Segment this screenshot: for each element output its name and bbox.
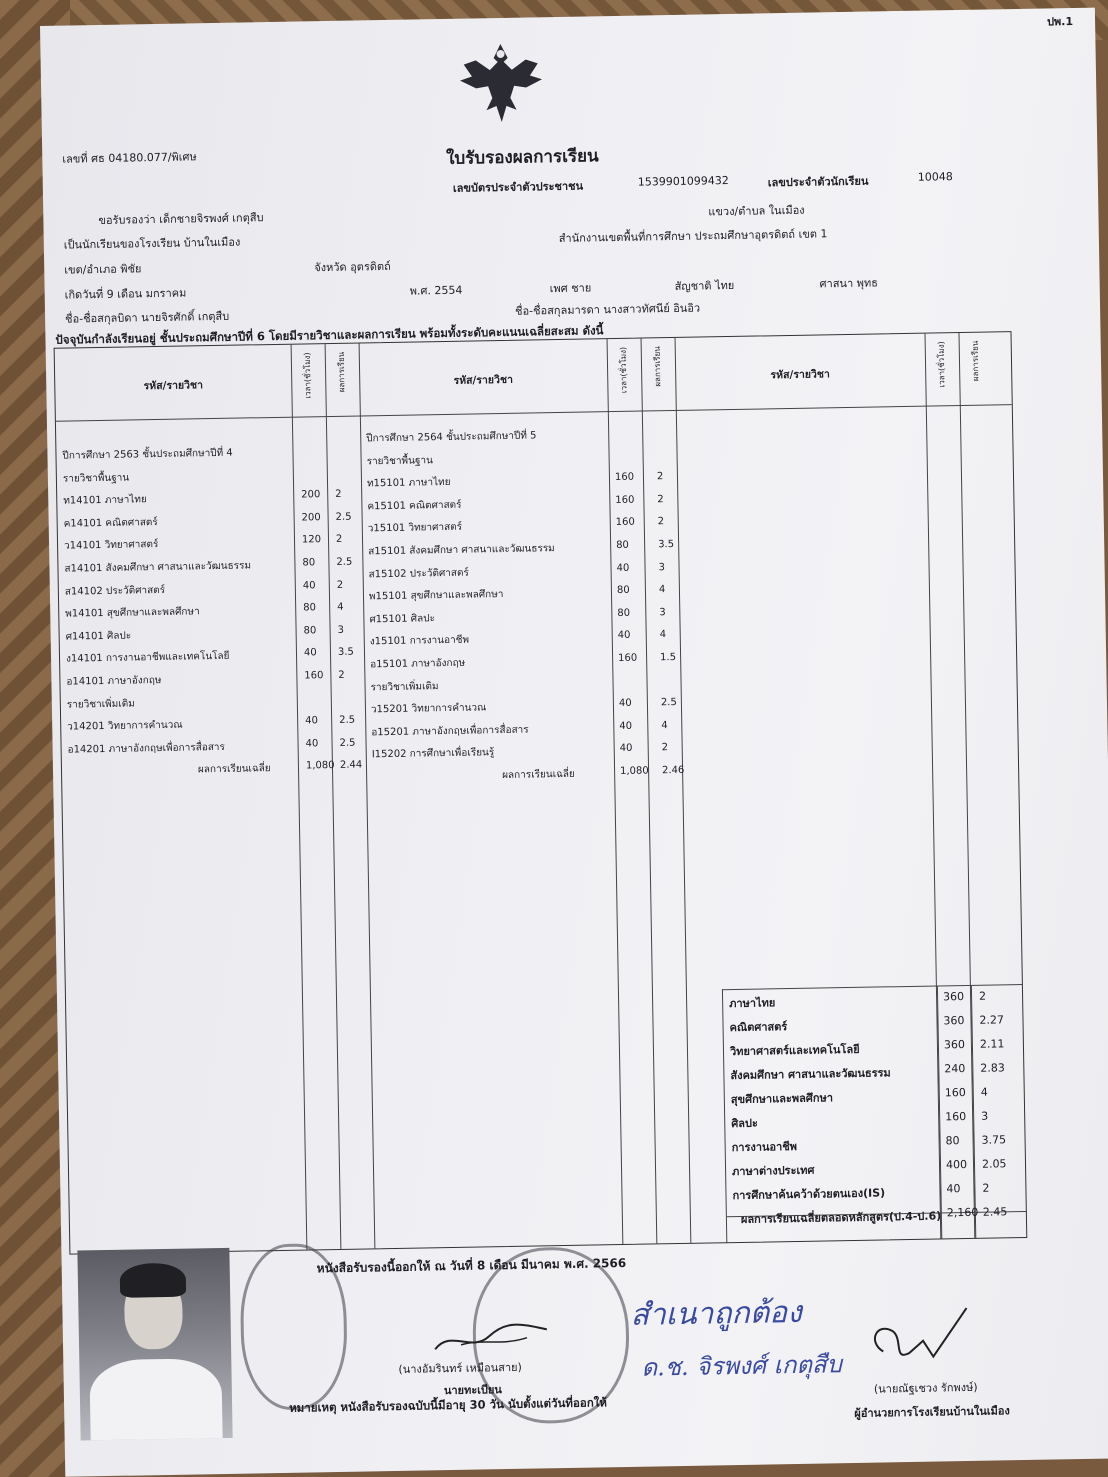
summary-hours: 360 [943, 1014, 965, 1028]
religion: ศาสนา พุทธ [819, 276, 879, 291]
subject-cell: ผลการเรียนเฉลี่ย [502, 768, 575, 782]
hours-cell: 160 [615, 494, 635, 506]
certify-line: ขอรับรองว่า เด็กชายจิรพงศ์ เกตุสืบ [98, 211, 264, 228]
subject-cell: ศ15101 ศิลปะ [369, 612, 436, 626]
summary-row [727, 1205, 1027, 1234]
subject-cell: อ15201 ภาษาอังกฤษเพื่อการสื่อสาร [371, 724, 529, 739]
summary-grade: 3.75 [981, 1133, 1007, 1147]
id-value: 1539901099432 [637, 174, 729, 189]
summary-rows [723, 985, 1023, 1226]
photo-shirt [89, 1358, 223, 1440]
header-divider [56, 404, 1012, 422]
subject-cell: ปีการศึกษา 2563 ชั้นประถมศึกษาปีที่ 4 [62, 447, 233, 462]
summary-box [722, 984, 1027, 1243]
grade-cell: 4 [337, 601, 344, 614]
summary-subject: สังคมศึกษา ศาสนาและวัฒนธรรม [730, 1066, 891, 1083]
subject-cell: พ15101 สุขศึกษาและพลศึกษา [368, 589, 504, 603]
director-signature-icon [862, 1300, 973, 1372]
grade-cell: 2.5 [339, 714, 356, 727]
province: จังหวัด อุตรดิตถ์ [314, 259, 391, 275]
certificate-paper [40, 8, 1108, 1477]
director-title: ผู้อำนวยการโรงเรียนบ้านในเมือง [854, 1404, 1010, 1420]
student-photo [77, 1248, 232, 1441]
grade-cell: 2 [338, 669, 345, 681]
grade-cell: 4 [661, 719, 668, 732]
student-id-value: 10048 [917, 170, 953, 184]
summary-subject: วิทยาศาสตร์และเทคโนโลยี [729, 1042, 860, 1059]
birth-year: พ.ศ. 2554 [409, 283, 463, 298]
subject-cell: ว15101 วิทยาศาสตร์ [367, 522, 463, 535]
grade-cell: 2 [656, 471, 664, 483]
summary-grade: 4 [980, 1085, 988, 1099]
hours-cell: 160 [618, 652, 638, 665]
grade-cell: 2.5 [339, 737, 356, 749]
grade-cell: 3 [659, 606, 666, 619]
grade-cell: 3.5 [658, 539, 675, 551]
hours-cell: 40 [618, 697, 632, 710]
id-label: เลขบัตรประจำตัวประชาชน [452, 179, 584, 195]
grade-cell: 2 [335, 488, 342, 501]
issued-date: หนังสือรับรองนี้ออกให้ ณ วันที่ 8 เดือน มีนาคม พ.ศ. 2566 [316, 1255, 627, 1276]
summary-subject: คณิตศาสตร์ [729, 1020, 788, 1035]
subject-cell: รายวิชาเพิ่มเติม [66, 698, 135, 711]
subject-cell: ส14101 สังคมศึกษา ศาสนาและวัฒนธรรม [64, 560, 252, 575]
summary-hours: 160 [945, 1110, 967, 1124]
hours-cell: 80 [302, 557, 316, 569]
grade-cell: 3 [337, 624, 345, 636]
subject-cell: พ14101 สุขศึกษาและพลศึกษา [65, 606, 200, 620]
subject-cell: รายวิชาพื้นฐาน [366, 454, 434, 467]
director-name: (นายณัฐเชวง รักพงษ์) [873, 1380, 978, 1396]
summary-subject: การศึกษาค้นคว้าด้วยตนเอง(IS) [732, 1186, 886, 1203]
grade-cell: 3 [658, 561, 666, 573]
summary-grade: 2.83 [980, 1061, 1005, 1075]
subject-cell: ปีการศึกษา 2564 ชั้นประถมศึกษาปีที่ 5 [366, 430, 537, 445]
hours-cell: 200 [301, 489, 321, 501]
hours-cell: 40 [305, 738, 319, 750]
grade-cell: 4 [658, 584, 666, 596]
hours-cell: 80 [616, 584, 630, 597]
subject-cell: ท14101 ภาษาไทย [63, 494, 147, 507]
sex: เพศ ชาย [549, 281, 592, 296]
subject-cell: ว14101 วิทยาศาสตร์ [63, 539, 159, 553]
subject-cell: ส15101 สังคมศึกษา ศาสนาและวัฒนธรรม [368, 543, 555, 558]
summary-subject: ภาษาไทย [729, 996, 776, 1011]
school-line: เป็นนักเรียนของโรงเรียน บ้านในเมือง [63, 235, 241, 252]
hours-cell: 40 [616, 562, 630, 574]
header-subject-2: รหัส/รายวิชา [453, 373, 514, 387]
hours-cell: 40 [619, 720, 633, 732]
registrar-signature-icon [431, 1317, 552, 1359]
header-hours-3: เวลา(ชั่วโมง) [936, 341, 947, 388]
hours-cell: 40 [617, 630, 631, 642]
summary-subject: ผลการเรียนเฉลี่ยตลอดหลักสูตร(ป.4-ป.6) [740, 1209, 942, 1226]
subject-cell: ส15102 ประวัติศาสตร์ [368, 567, 469, 580]
subject-cell: ผลการเรียนเฉลี่ย [197, 763, 271, 776]
hours-cell: 1,080 [620, 765, 649, 777]
hours-cell: 1,080 [305, 760, 335, 772]
summary-hours: 80 [945, 1134, 960, 1148]
grade-cell: 2 [335, 534, 343, 546]
grade-cell: 1.5 [660, 651, 677, 664]
grade-cell: 4 [659, 629, 667, 641]
header-grade-2: ผลการเรียน [652, 346, 663, 387]
doc-title: ใบรับรองผลการเรียน [445, 146, 599, 169]
grade-cell: 2.5 [336, 556, 353, 568]
hours-cell: 200 [301, 511, 321, 524]
handwritten-student-name: ด.ช. จิรพงศ์ เกตุสืบ [641, 1350, 843, 1382]
subject-cell: ค15101 คณิตศาสตร์ [367, 499, 462, 513]
validity-note: หมายเหตุ หนังสือรับรองฉบับนี้มีอายุ 30 วัน นับตั้งแต่วันที่ออกให้ [289, 1395, 608, 1415]
student-id-label: เลขประจำตัวนักเรียน [767, 174, 869, 190]
district: เขต/อำเภอ พิชัย [64, 262, 142, 277]
summary-hours: 400 [945, 1157, 968, 1172]
summary-hours: 2,160 [946, 1205, 979, 1220]
grade-cell: 2.46 [661, 764, 685, 777]
grade-cell: 2 [657, 493, 664, 506]
header-hours-1: เวลา(ชั่วโมง) [302, 352, 313, 399]
hours-cell: 80 [303, 625, 317, 637]
summary-grade: 2.05 [981, 1157, 1007, 1171]
subdistrict: แขวง/ตำบล ในเมือง [708, 203, 805, 219]
birth-date: เกิดวันที่ 9 เดือน มกราคม [64, 286, 187, 302]
subject-cell: รายวิชาเพิ่มเติม [370, 680, 439, 693]
summary-subject: การงานอาชีพ [731, 1139, 798, 1155]
subject-cell: ง15101 การงานอาชีพ [369, 634, 470, 648]
summary-hours: 360 [942, 990, 965, 1004]
subject-cell: I15202 การศึกษาเพื่อเรียนรู้ [371, 747, 495, 761]
grades-table [54, 331, 1028, 1255]
subject-cell: ว14201 วิทยาการคำนวณ [67, 719, 183, 733]
subject-cell: ท15101 ภาษาไทย [366, 477, 451, 490]
hours-cell: 40 [619, 743, 633, 755]
father-name: ชื่อ-ชื่อสกุลบิดา นายจิรศักดิ์ เกตุสืบ [65, 309, 230, 326]
summary-hours: 40 [946, 1182, 961, 1196]
current-study-line: ปัจจุบันกำลังเรียนอยู่ ชั้นประถมศึกษาปีที่ 6 โดยมีรายวิชาและผลการเรียน พร้อมทั้งระดับคะแนนเฉลี่ยสะสม ดังนี้ [55, 323, 604, 347]
hours-cell: 80 [616, 539, 629, 552]
hours-cell: 160 [304, 670, 324, 682]
summary-hours: 240 [944, 1062, 966, 1076]
grade-cell: 2.5 [660, 697, 677, 709]
summary-hours: 360 [943, 1038, 966, 1052]
garuda-emblem-icon [455, 39, 546, 127]
grade-cell: 2.44 [339, 759, 363, 772]
subject-cell: ง14101 การงานอาชีพและเทคโนโลยี [65, 651, 230, 666]
summary-subject: ศิลปะ [731, 1116, 758, 1131]
nationality: สัญชาติ ไทย [674, 278, 735, 293]
photo-hair [120, 1263, 187, 1298]
registrar-title: นายทะเบียน [443, 1383, 502, 1398]
hours-cell: 120 [301, 534, 322, 546]
grade-cell: 2 [336, 579, 344, 591]
subject-cell: รายวิชาพื้นฐาน [62, 472, 130, 485]
subject-cell: ส14102 ประวัติศาสตร์ [64, 584, 166, 598]
header-hours-2: เวลา(ชั่วโมง) [618, 346, 629, 394]
hours-cell: 40 [302, 579, 316, 592]
summary-grade: 3 [981, 1109, 989, 1123]
header-subject-1: รหัส/รายวิชา [143, 379, 204, 393]
doc-number: เลขที่ ศธ 04180.077/พิเศษ [62, 150, 197, 166]
hours-cell: 80 [303, 602, 317, 614]
grade-cell: 2 [657, 516, 665, 528]
subject-cell: ว15201 วิทยาการคำนวณ [370, 702, 487, 716]
summary-grade: 2 [982, 1181, 990, 1195]
grade-cell: 3.5 [337, 647, 354, 659]
summary-subject: ภาษาต่างประเทศ [731, 1163, 815, 1179]
hours-cell: 80 [617, 607, 631, 619]
subject-cell: อ14101 ภาษาอังกฤษ [66, 674, 162, 688]
summary-grade: 2 [978, 989, 987, 1003]
hours-cell: 160 [614, 471, 635, 484]
subject-cell: อ14201 ภาษาอังกฤษเพื่อการสื่อสาร [67, 741, 225, 756]
summary-hours: 160 [944, 1086, 966, 1100]
subject-cell: ค14101 คณิตศาสตร์ [63, 516, 158, 530]
hours-cell: 40 [303, 647, 317, 659]
hours-cell: 40 [305, 715, 319, 727]
summary-grade: 2.11 [979, 1037, 1005, 1051]
grade-cell: 2 [661, 742, 669, 754]
summary-grade: 2.27 [979, 1013, 1005, 1027]
header-grade-1: ผลการเรียน [336, 351, 347, 393]
header-subject-3: รหัส/รายวิชา [770, 368, 831, 382]
header-grade-3: ผลการเรียน [970, 340, 981, 382]
summary-subject: สุขศึกษาและพลศึกษา [730, 1091, 834, 1107]
registrar-name: (นางอัมรินทร์ เหมือนสาย) [398, 1360, 522, 1376]
summary-grade: 2.45 [982, 1205, 1008, 1219]
handwritten-certified-copy: สำเนาถูกต้อง [630, 1294, 803, 1333]
subject-cell: ศ14101 ศิลปะ [65, 630, 132, 643]
grade-cell: 2.5 [335, 511, 352, 523]
hours-cell: 160 [615, 517, 635, 529]
subject-cell: อ15101 ภาษาอังกฤษ [370, 657, 466, 671]
mother-name: ชื่อ-ชื่อสกุลมารดา นางสาวทัศนีย์ อินอิว [514, 301, 701, 318]
education-office: สำนักงานเขตพื้นที่การศึกษา ประถมศึกษาอุตรดิตถ์ เขต 1 [558, 227, 828, 245]
form-code: ปพ.1 [1046, 14, 1074, 29]
